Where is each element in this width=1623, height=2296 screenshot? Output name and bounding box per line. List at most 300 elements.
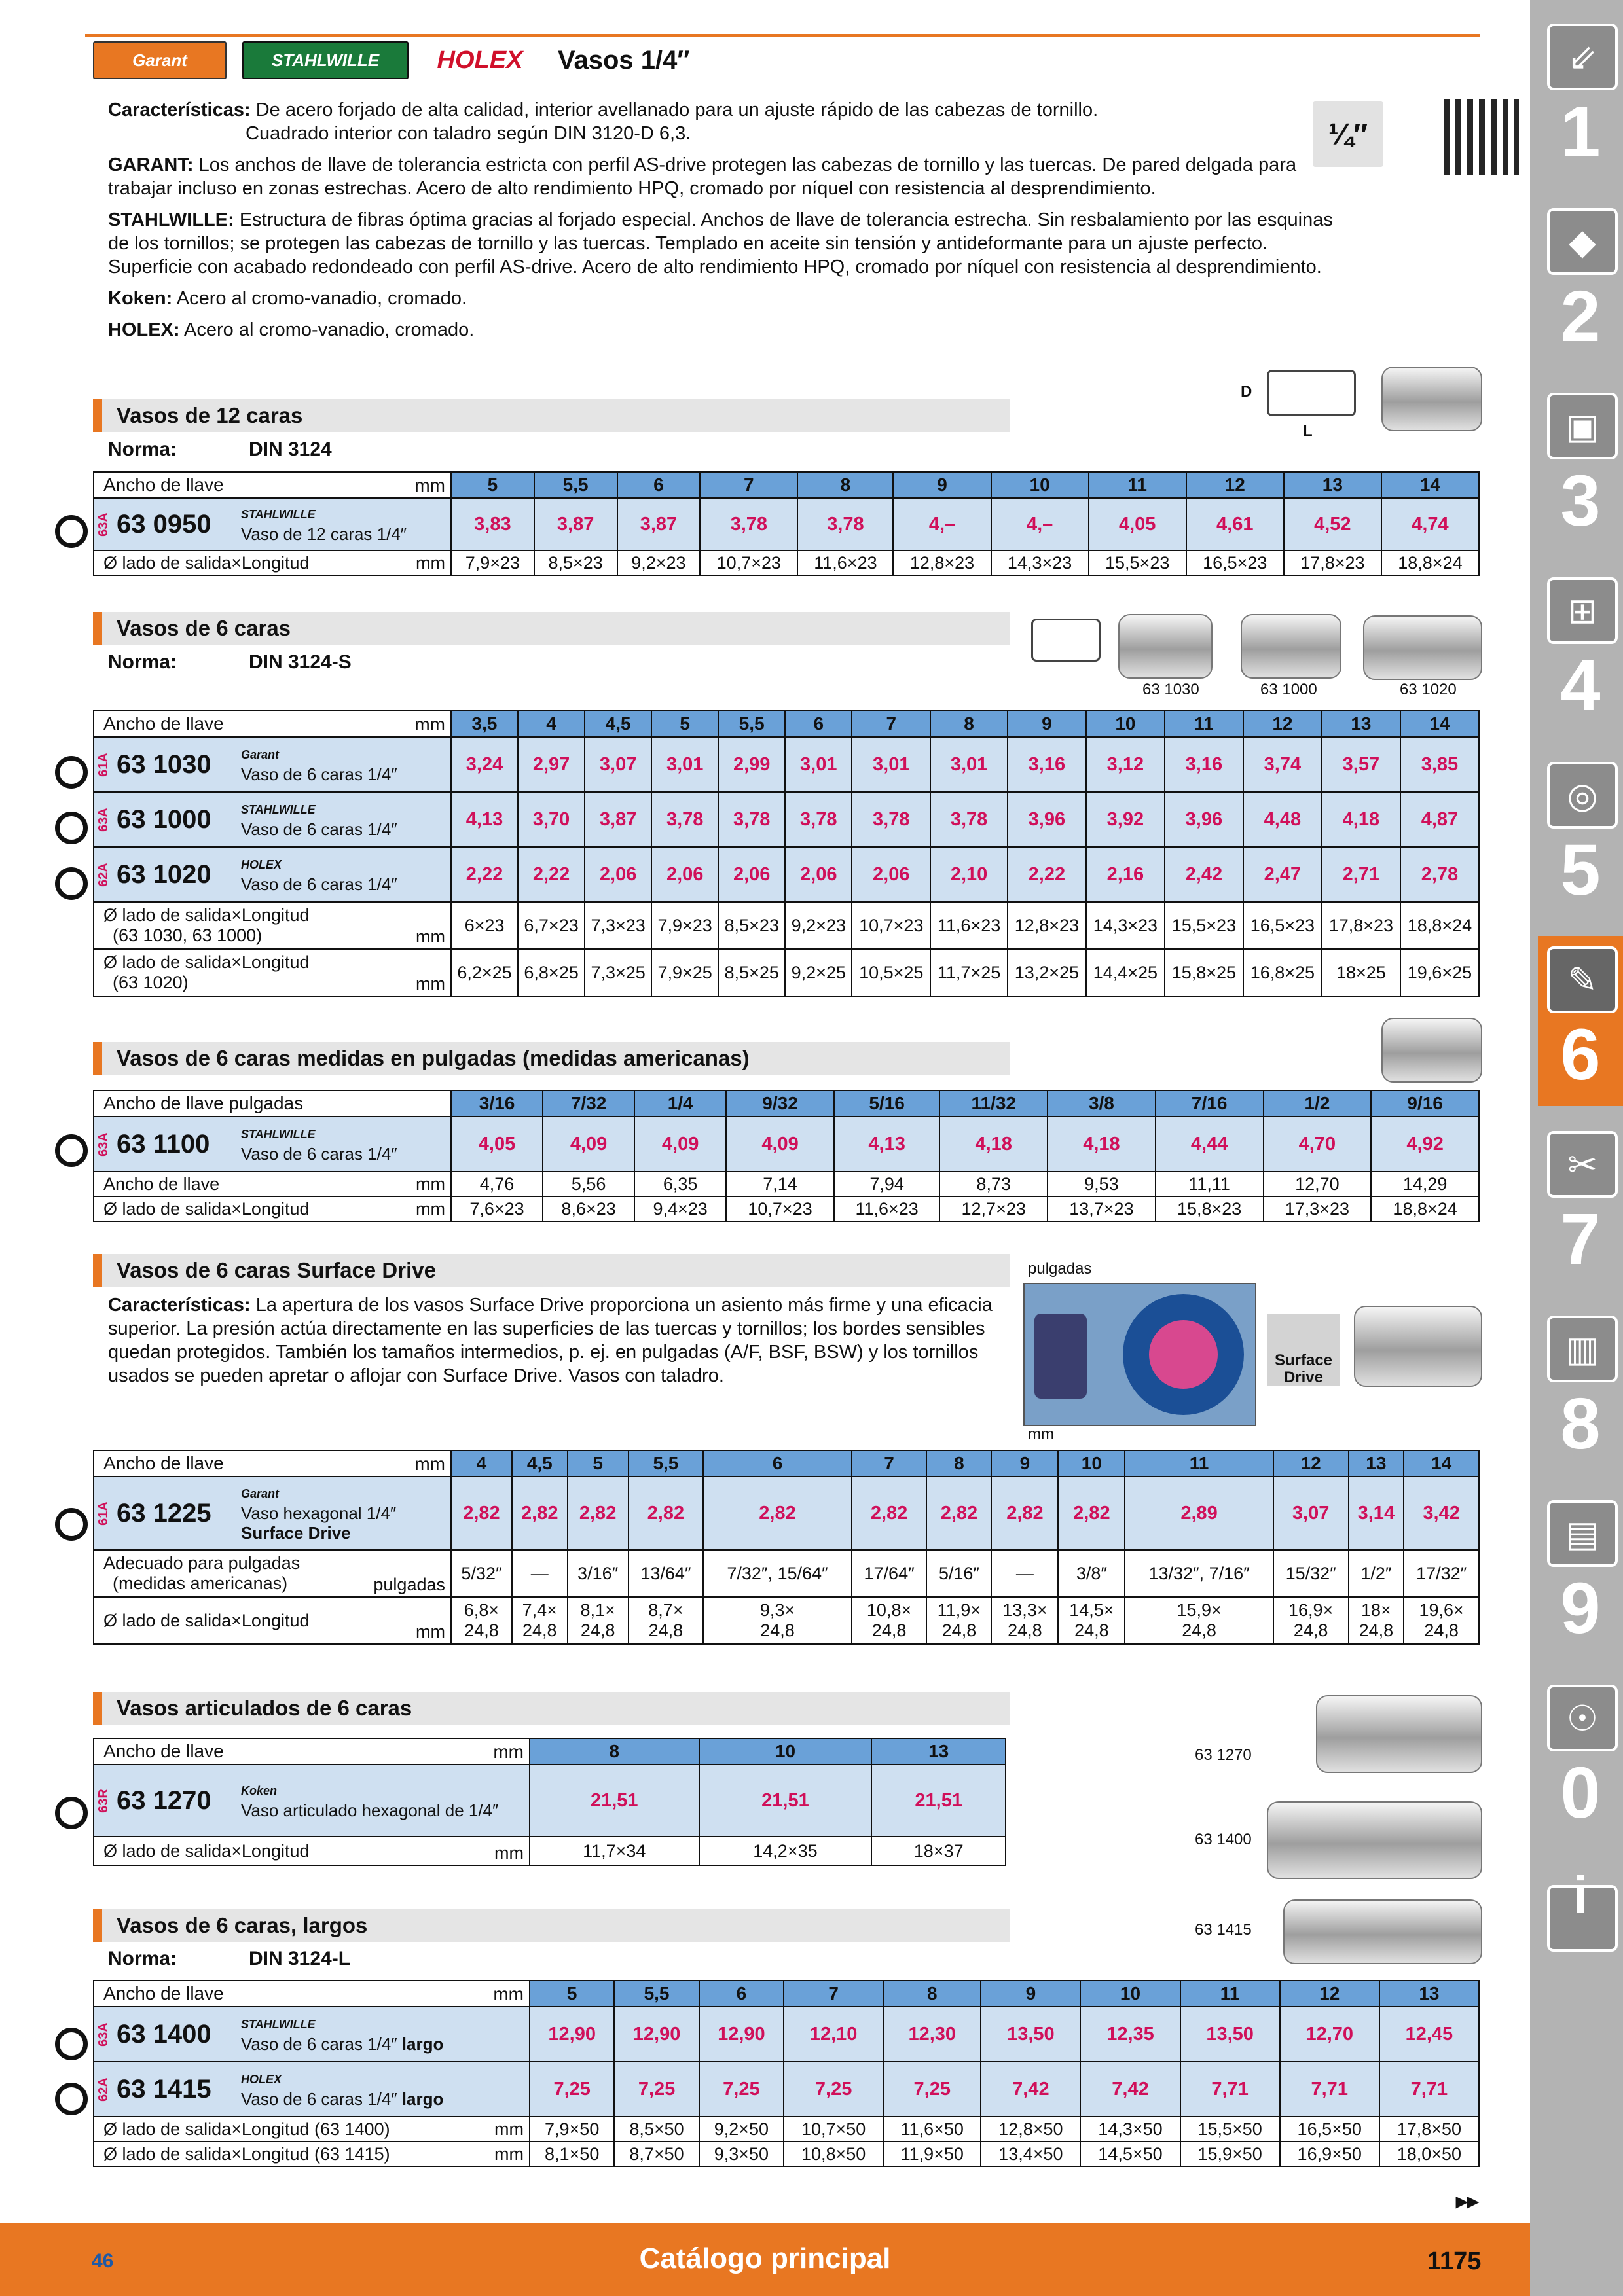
price-cell[interactable]: 4,44 [1156, 1117, 1264, 1172]
size-header: 7/32 [543, 1090, 634, 1117]
dim-a: 8,7× [648, 1600, 684, 1620]
price-cell[interactable]: 2,06 [718, 847, 785, 902]
dimension-cell: 18×37 [871, 1837, 1006, 1865]
price-cell[interactable]: 3,14 [1349, 1477, 1404, 1550]
article-number[interactable]: 63 1270 [117, 1785, 211, 1815]
price-cell[interactable]: 2,22 [518, 847, 585, 902]
surface-drive-icon: Surface Drive [1267, 1314, 1340, 1386]
header [93, 39, 690, 81]
price-cell[interactable]: 3,01 [930, 737, 1008, 792]
price-cell[interactable]: 2,82 [568, 1477, 629, 1550]
dim-a: 18× [1360, 1600, 1391, 1620]
price-cell[interactable]: 3,24 [451, 737, 518, 792]
dimension-cell: 9,2×23 [617, 550, 701, 575]
dimension-cell: 14,3×23 [1086, 902, 1165, 949]
price-cell[interactable]: 2,78 [1400, 847, 1479, 902]
price-cell[interactable]: 12,70 [1280, 2007, 1379, 2062]
chapter-5-icon: ◎ [1547, 762, 1618, 829]
dim-b: 24,8 [464, 1621, 499, 1640]
price-cell[interactable]: 2,82 [629, 1477, 704, 1550]
article-block [94, 499, 450, 550]
dimension-cell: 7,9×25 [651, 949, 718, 996]
price-cell[interactable]: 4,– [991, 498, 1089, 550]
article-number[interactable]: 63 1400 [117, 2019, 211, 2049]
dimension-cell: 18,0×50 [1379, 2142, 1479, 2166]
stahlwille-logo: STAHLWILLE [242, 41, 409, 79]
article-description [241, 1781, 498, 1820]
price-cell[interactable]: 3,42 [1404, 1477, 1479, 1550]
price-cell[interactable]: 3,70 [518, 792, 585, 847]
price-cell[interactable]: 2,71 [1322, 847, 1400, 902]
price-cell[interactable]: 3,57 [1322, 737, 1400, 792]
dimension-cell: 4,76 [451, 1172, 543, 1196]
size-header: 5 [530, 1981, 614, 2007]
price-cell[interactable]: 3,01 [852, 737, 930, 792]
price-cell[interactable]: 4,18 [939, 1117, 1048, 1172]
product-cell[interactable] [94, 792, 451, 847]
dim-b: 24,8 [1182, 1621, 1216, 1640]
product-cell[interactable] [94, 2007, 530, 2062]
sidebar-tab-4[interactable] [1538, 567, 1623, 737]
price-cell[interactable]: 3,07 [1273, 1477, 1349, 1550]
dimension-cell: 13/64″ [629, 1550, 704, 1597]
price-cell[interactable]: 12,35 [1080, 2007, 1180, 2062]
price-cell[interactable]: 2,99 [718, 737, 785, 792]
group-label: 63A [96, 512, 111, 537]
price-cell[interactable]: 2,82 [852, 1477, 927, 1550]
size-header: 5 [651, 711, 718, 737]
price-cell[interactable]: 7,42 [981, 2062, 1080, 2117]
dimension-cell: 7/32″, 15/64″ [703, 1550, 851, 1597]
size-header: 1/4 [634, 1090, 726, 1117]
unit-label: mm [416, 1199, 445, 1219]
dim-l-label: L [1303, 422, 1313, 440]
article-block [94, 793, 450, 846]
size-header: 12 [1280, 1981, 1379, 2007]
dimension-cell: 10,7×50 [784, 2117, 883, 2142]
label-text: Ø lado de salida×Longitud [103, 552, 310, 573]
price-cell[interactable]: 3,01 [651, 737, 718, 792]
description-bold: Surface Drive [241, 1523, 351, 1543]
dimension-cell: 5/32″ [451, 1550, 512, 1597]
sidebar-tab-1[interactable] [1538, 13, 1623, 183]
description-text: Vaso hexagonal 1/4″ [241, 1503, 397, 1523]
price-cell[interactable]: 3,78 [700, 498, 797, 550]
price-cell[interactable]: 4,87 [1400, 792, 1479, 847]
price-cell[interactable]: 3,92 [1086, 792, 1165, 847]
size-header: 14 [1400, 711, 1479, 737]
chapter-3-icon: ▣ [1547, 393, 1618, 459]
price-cell[interactable]: 3,85 [1400, 737, 1479, 792]
dimension-row [94, 902, 1479, 949]
holex-logo: HOLEX [437, 46, 523, 74]
label-text: Ancho de llave [103, 1453, 224, 1473]
dimension-row [94, 2117, 1479, 2142]
description-text: Vaso de 12 caras 1/4″ [241, 524, 407, 544]
price-cell[interactable]: 2,82 [991, 1477, 1058, 1550]
product-row [94, 1477, 1479, 1550]
price-cell[interactable]: 2,22 [1008, 847, 1086, 902]
product-cell[interactable] [94, 847, 451, 902]
group-label: 63A [96, 807, 111, 832]
article-description [241, 855, 397, 894]
article-number[interactable]: 63 1030 [117, 749, 211, 779]
product-cell[interactable] [94, 1477, 451, 1550]
dimension-cell: 5,56 [543, 1172, 634, 1196]
price-cell[interactable]: 12,90 [699, 2007, 784, 2062]
price-cell[interactable]: 4,61 [1186, 498, 1284, 550]
dimension-cell: 15,8×23 [1156, 1196, 1264, 1221]
price-cell[interactable]: 7,25 [784, 2062, 883, 2117]
price-cell[interactable]: 3,87 [585, 792, 651, 847]
price-cell[interactable]: 2,82 [451, 1477, 512, 1550]
price-cell[interactable]: 12,90 [530, 2007, 614, 2062]
price-cell[interactable]: 2,06 [852, 847, 930, 902]
group-label: 62A [96, 2077, 111, 2102]
dimension-cell: 5/16″ [926, 1550, 991, 1597]
dimension-cell: 13/32″, 7/16″ [1125, 1550, 1273, 1597]
dimension-cell: 11,6×23 [797, 550, 893, 575]
article-description [241, 800, 397, 839]
size-header: 6 [703, 1450, 851, 1477]
price-cell[interactable]: 4,92 [1371, 1117, 1479, 1172]
product-cell[interactable] [94, 1117, 451, 1172]
price-cell[interactable]: 2,22 [451, 847, 518, 902]
dimension-cell: 8,5×23 [534, 550, 617, 575]
dimension-cell [991, 1597, 1058, 1644]
brand-label: Koken [241, 1784, 278, 1797]
price-cell[interactable]: 3,07 [585, 737, 651, 792]
sidebar-tab-8[interactable] [1538, 1305, 1623, 1475]
dimension-cell: 14,5×50 [1080, 2142, 1180, 2166]
dimension-cell: 6,8×25 [518, 949, 585, 996]
row-label [94, 1172, 451, 1196]
price-cell[interactable]: 3,78 [651, 792, 718, 847]
garant-logo: Garant [93, 41, 227, 79]
article-number[interactable]: 63 1000 [117, 804, 211, 834]
dimension-cell [1349, 1597, 1404, 1644]
chapter-number: 6 [1560, 1014, 1601, 1095]
group-label: 63A [96, 2022, 111, 2047]
dimension-cell: 18×25 [1322, 949, 1400, 996]
price-cell[interactable]: 4,05 [451, 1117, 543, 1172]
article-number[interactable]: 63 1225 [117, 1498, 211, 1528]
dimension-row [94, 550, 1479, 575]
section-surface-drive-title: Vasos de 6 caras Surface Drive [93, 1254, 1010, 1287]
price-cell[interactable]: 2,97 [518, 737, 585, 792]
dim-a: 11,9× [937, 1600, 981, 1620]
dimension-row [94, 1196, 1479, 1221]
unit-label: mm [414, 714, 445, 734]
drive-size-badge: ¼″ [1313, 101, 1383, 167]
dimension-cell: 17,8×23 [1284, 550, 1381, 575]
description-text: Vaso de 6 caras 1/4″ [241, 764, 397, 784]
price-cell[interactable]: 2,82 [512, 1477, 568, 1550]
unit-label: mm [493, 1984, 524, 2004]
stock-ring-icon [55, 812, 88, 844]
price-cell[interactable]: 2,47 [1243, 847, 1322, 902]
price-cell[interactable]: 2,06 [651, 847, 718, 902]
dimension-cell: 6×23 [451, 902, 518, 949]
price-cell[interactable]: 4,70 [1264, 1117, 1372, 1172]
price-cell[interactable]: 3,78 [930, 792, 1008, 847]
socket-631020-image [1363, 615, 1482, 680]
brand-label: Garant [241, 748, 280, 761]
dimension-cell [512, 1597, 568, 1644]
sidebar-tab-9[interactable] [1538, 1490, 1623, 1660]
dimension-cell: 17,3×23 [1264, 1196, 1372, 1221]
article-number[interactable]: 63 0950 [117, 509, 211, 539]
price-cell[interactable]: 4,– [893, 498, 991, 550]
article-number[interactable]: 63 1100 [117, 1129, 210, 1158]
footer-title: Catálogo principal [639, 2242, 891, 2274]
size-header: 13 [871, 1738, 1006, 1765]
unit-label: mm [494, 1843, 524, 1863]
size-header: 5,5 [718, 711, 785, 737]
sidebar-tab-0[interactable] [1538, 1674, 1623, 1844]
price-cell[interactable]: 13,50 [981, 2007, 1080, 2062]
unit-label: mm [416, 1174, 445, 1194]
dimension-cell: 15,5×23 [1089, 550, 1186, 575]
row-label [94, 711, 451, 737]
socket-dimension-drawing [1267, 370, 1356, 416]
product-cell[interactable] [94, 498, 451, 550]
size-header: 9/16 [1371, 1090, 1479, 1117]
dimension-cell: 7,3×25 [585, 949, 651, 996]
size-header: 6 [785, 711, 852, 737]
article-description [241, 505, 407, 544]
price-cell[interactable]: 3,12 [1086, 737, 1165, 792]
label-text: Ø lado de salida×Longitud [103, 1840, 310, 1861]
group-label: 63R [96, 1788, 111, 1813]
article-number[interactable]: 63 1020 [117, 859, 211, 889]
size-header: 5,5 [614, 1981, 699, 2007]
chapter-sidebar [1530, 0, 1623, 2296]
price-cell[interactable]: 7,25 [530, 2062, 614, 2117]
brand-label: STAHLWILLE [241, 1128, 316, 1141]
product-row [94, 1117, 1479, 1172]
dimension-cell: 11,6×23 [834, 1196, 939, 1221]
dimension-cell: 7,9×23 [651, 902, 718, 949]
price-cell[interactable]: 12,45 [1379, 2007, 1479, 2062]
dimension-row [94, 1172, 1479, 1196]
dimension-cell: 11,11 [1156, 1172, 1264, 1196]
price-cell[interactable]: 7,25 [699, 2062, 784, 2117]
stock-ring-icon [55, 1508, 88, 1541]
price-cell[interactable]: 3,78 [852, 792, 930, 847]
label-text: Ancho de llave pulgadas [103, 1093, 304, 1113]
sidebar-tab-2[interactable] [1538, 198, 1623, 368]
dim-a: 16,9× [1288, 1600, 1334, 1620]
label-text: Ø lado de salida×Longitud (63 1400) [103, 2119, 390, 2139]
unit-label: mm [414, 475, 445, 495]
size-header: 10 [1058, 1450, 1125, 1477]
price-cell[interactable]: 7,71 [1180, 2062, 1280, 2117]
size-header: 11 [1089, 472, 1186, 498]
price-cell[interactable]: 21,51 [699, 1765, 872, 1837]
chapter-number: 4 [1560, 645, 1601, 726]
caption-631270: 63 1270 [1195, 1746, 1252, 1764]
article-block [94, 738, 450, 791]
dimension-cell: 11,6×23 [930, 902, 1008, 949]
price-cell[interactable]: 4,48 [1243, 792, 1322, 847]
sidebar-tab-3[interactable] [1538, 382, 1623, 552]
price-cell[interactable]: 3,78 [785, 792, 852, 847]
product-row [94, 498, 1479, 550]
dimension-cell: 9,4×23 [634, 1196, 726, 1221]
chapter-number: 5 [1560, 830, 1601, 910]
price-cell[interactable]: 3,16 [1165, 737, 1243, 792]
dimension-cell: 10,8×50 [784, 2142, 883, 2166]
price-cell[interactable]: 3,16 [1008, 737, 1086, 792]
price-cell[interactable]: 3,01 [785, 737, 852, 792]
socket-631400-image [1267, 1801, 1482, 1879]
qr-code[interactable] [1444, 99, 1519, 175]
price-cell[interactable]: 7,42 [1080, 2062, 1180, 2117]
price-cell[interactable]: 4,74 [1381, 498, 1479, 550]
dim-a: 6,8× [464, 1600, 500, 1620]
price-cell[interactable]: 7,25 [614, 2062, 699, 2117]
size-header: 5,5 [534, 472, 617, 498]
dim-b: 24,8 [1424, 1621, 1459, 1640]
price-cell[interactable]: 4,13 [834, 1117, 939, 1172]
unit-label: mm [416, 927, 445, 946]
stock-ring-icon [55, 1797, 88, 1829]
dimension-cell: 12,70 [1264, 1172, 1372, 1196]
price-cell[interactable]: 2,06 [585, 847, 651, 902]
chapter-4-icon: ⊞ [1547, 577, 1618, 644]
dimension-row [94, 1550, 1479, 1597]
socket-6-dimension-drawing [1031, 619, 1101, 662]
price-cell[interactable]: 12,10 [784, 2007, 883, 2062]
label-subtext: (63 1030, 63 1000) [113, 925, 263, 945]
price-cell[interactable]: 7,25 [883, 2062, 981, 2117]
chapter-number: 2 [1560, 276, 1601, 357]
dimension-cell: 17/32″ [1404, 1550, 1479, 1597]
size-header: 6 [617, 472, 701, 498]
price-cell[interactable]: 7,71 [1280, 2062, 1379, 2117]
norma-long: Norma: DIN 3124-L [108, 1948, 351, 1969]
brand-label: HOLEX [241, 2073, 282, 2086]
table-header-row [94, 472, 1479, 498]
caption-631400: 63 1400 [1195, 1831, 1252, 1848]
dim-b: 24,8 [580, 1621, 615, 1640]
article-block [94, 1117, 450, 1171]
dimension-cell: 8,5×50 [614, 2117, 699, 2142]
caption-631020: 63 1020 [1400, 681, 1457, 698]
dimension-cell: 1/2″ [1349, 1550, 1404, 1597]
price-cell[interactable]: 3,78 [797, 498, 893, 550]
size-header: 11 [1165, 711, 1243, 737]
price-cell[interactable]: 2,89 [1125, 1477, 1273, 1550]
article-number[interactable]: 63 1415 [117, 2074, 211, 2104]
price-cell[interactable]: 12,30 [883, 2007, 981, 2062]
sidebar-tab-7[interactable] [1538, 1121, 1623, 1291]
price-cell[interactable]: 2,82 [1058, 1477, 1125, 1550]
dimension-cell: 7,94 [834, 1172, 939, 1196]
price-cell[interactable]: 2,06 [785, 847, 852, 902]
unit-label: mm [493, 1742, 524, 1762]
price-cell[interactable]: 21,51 [530, 1765, 699, 1837]
price-cell[interactable]: 3,87 [617, 498, 701, 550]
table-inch [93, 1090, 1480, 1222]
product-cell[interactable] [94, 737, 451, 792]
dimension-cell: 12,8×50 [981, 2117, 1080, 2142]
price-cell[interactable]: 21,51 [871, 1765, 1006, 1837]
dimension-cell: 16,5×23 [1186, 550, 1284, 575]
size-header: 3/16 [451, 1090, 543, 1117]
dimension-cell: 15,9×50 [1180, 2142, 1280, 2166]
row-label [94, 2142, 530, 2166]
price-cell[interactable]: 4,52 [1284, 498, 1381, 550]
size-header: 8 [530, 1738, 699, 1765]
size-header: 14 [1404, 1450, 1479, 1477]
dimension-cell: 9,2×25 [785, 949, 852, 996]
price-cell[interactable]: 7,71 [1379, 2062, 1479, 2117]
price-cell[interactable]: 4,09 [634, 1117, 726, 1172]
description-text: Vaso de 6 caras 1/4″ [241, 874, 397, 894]
price-cell[interactable]: 3,96 [1008, 792, 1086, 847]
label-text: Ancho de llave [103, 713, 224, 734]
price-cell[interactable]: 4,13 [451, 792, 518, 847]
price-cell[interactable]: 4,09 [726, 1117, 834, 1172]
price-cell[interactable]: 2,82 [703, 1477, 851, 1550]
price-cell[interactable]: 3,87 [534, 498, 617, 550]
norma-6: Norma: DIN 3124-S [108, 651, 352, 673]
chapter-0-icon: ☉ [1547, 1685, 1618, 1751]
sidebar-tab-6[interactable] [1538, 936, 1623, 1106]
dimension-cell: 14,3×50 [1080, 2117, 1180, 2142]
price-cell[interactable]: 3,83 [451, 498, 534, 550]
dim-a: 15,9× [1176, 1600, 1222, 1620]
price-cell[interactable]: 4,09 [543, 1117, 634, 1172]
price-cell[interactable]: 4,18 [1322, 792, 1400, 847]
sidebar-tab-5[interactable] [1538, 751, 1623, 922]
sidebar-tab-i[interactable] [1538, 1859, 1623, 2029]
price-cell[interactable]: 2,16 [1086, 847, 1165, 902]
dimension-cell: 13,7×23 [1048, 1196, 1156, 1221]
price-cell[interactable]: 13,50 [1180, 2007, 1280, 2062]
size-header: 4 [451, 1450, 512, 1477]
price-cell[interactable]: 3,96 [1165, 792, 1243, 847]
product-cell[interactable] [94, 1765, 530, 1837]
price-cell[interactable]: 4,18 [1048, 1117, 1156, 1172]
price-cell[interactable]: 2,82 [926, 1477, 991, 1550]
price-cell[interactable]: 3,78 [718, 792, 785, 847]
price-cell[interactable]: 2,42 [1165, 847, 1243, 902]
chapter-6-icon: ✎ [1547, 946, 1618, 1013]
price-cell[interactable]: 4,05 [1089, 498, 1186, 550]
price-cell[interactable]: 12,90 [614, 2007, 699, 2062]
dimension-cell: 3/16″ [568, 1550, 629, 1597]
price-cell[interactable]: 2,10 [930, 847, 1008, 902]
price-cell[interactable]: 3,74 [1243, 737, 1322, 792]
product-cell[interactable] [94, 2062, 530, 2117]
socket-631270-image [1316, 1695, 1482, 1773]
dimension-cell: 8,73 [939, 1172, 1048, 1196]
size-header: 7 [852, 1450, 927, 1477]
stock-ring-icon [55, 2028, 88, 2060]
dim-b: 24,8 [648, 1621, 684, 1640]
surface-drive-photo [1023, 1283, 1256, 1426]
unit-label: mm [494, 2144, 524, 2164]
dimension-row [94, 949, 1479, 996]
group-code [94, 1477, 113, 1549]
next-page-arrow[interactable]: ▸▸ [1456, 2189, 1479, 2214]
dimension-cell [703, 1597, 851, 1644]
brand-label: STAHLWILLE [241, 508, 316, 521]
size-header: 4,5 [512, 1450, 568, 1477]
